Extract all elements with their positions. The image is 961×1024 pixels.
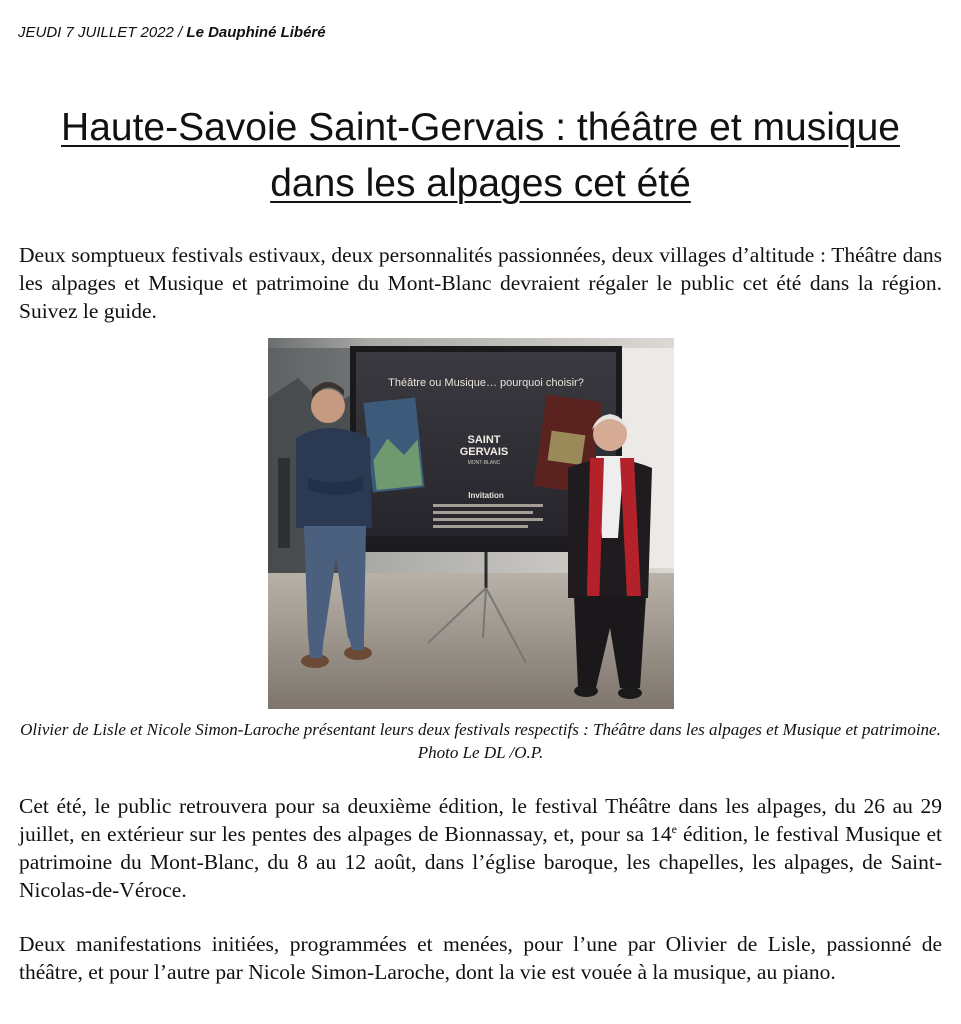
svg-text:MONT-BLANC: MONT-BLANC (467, 460, 501, 466)
article-lead: Deux somptueux festivals estivaux, deux personnalités passionnées, deux villages d’altitude : Théâtre dans les alpages et Musique et patrimoine du Mont-Blanc devraient régaler le public cet été dans la région. Suivez le guide. (19, 243, 942, 323)
paragraph-1-text-a: Cet été, le public retrouvera pour sa deuxième édition, le festival Théâtre dans les alpages, du 26 au 29 juillet, en extérieur sur les pentes des alpages de Bionnassay, et, pour sa 14 (19, 794, 942, 846)
dateline (18, 24, 326, 41)
svg-text:SAINT: SAINT (467, 434, 501, 446)
photo-caption: Olivier de Lisle et Nicole Simon-Laroche présentant leurs deux festivals respectifs : Théâtre dans les alpages et Musique et patrimoine. Photo Le DL /O.P. (20, 720, 941, 762)
article-photo (268, 338, 674, 709)
article-title: Haute-Savoie Saint-Gervais : théâtre et musique dans les alpages cet été (61, 106, 900, 205)
article-paragraph-1 (19, 792, 942, 904)
photo-illustration (268, 338, 674, 709)
svg-text:Invitation: Invitation (468, 491, 504, 500)
ordinal-suffix: e (671, 821, 677, 836)
article-paragraph-2: Deux manifestations initiées, programmées et menées, pour l’une par Olivier de Lisle, passionné de théâtre, et pour l’autre par Nicole Simon-Laroche, dont la vie est vouée à la musique, au piano. (19, 932, 942, 984)
issue-date: JEUDI 7 JUILLET 2022 / (18, 24, 183, 41)
paragraph-1-text-b: édition, le festival Musique et patrimoine du Mont-Blanc, du 8 au 12 août, dans l’église baroque, les chapelles, les alpages, de Saint-Nicolas-de-Véroce. (19, 822, 942, 902)
newspaper-name: Le Dauphiné Libéré (186, 24, 326, 41)
svg-text:Théâtre ou Musique… pourquoi c: Théâtre ou Musique… pourquoi choisir? (388, 377, 584, 389)
svg-text:GERVAIS: GERVAIS (459, 446, 509, 458)
